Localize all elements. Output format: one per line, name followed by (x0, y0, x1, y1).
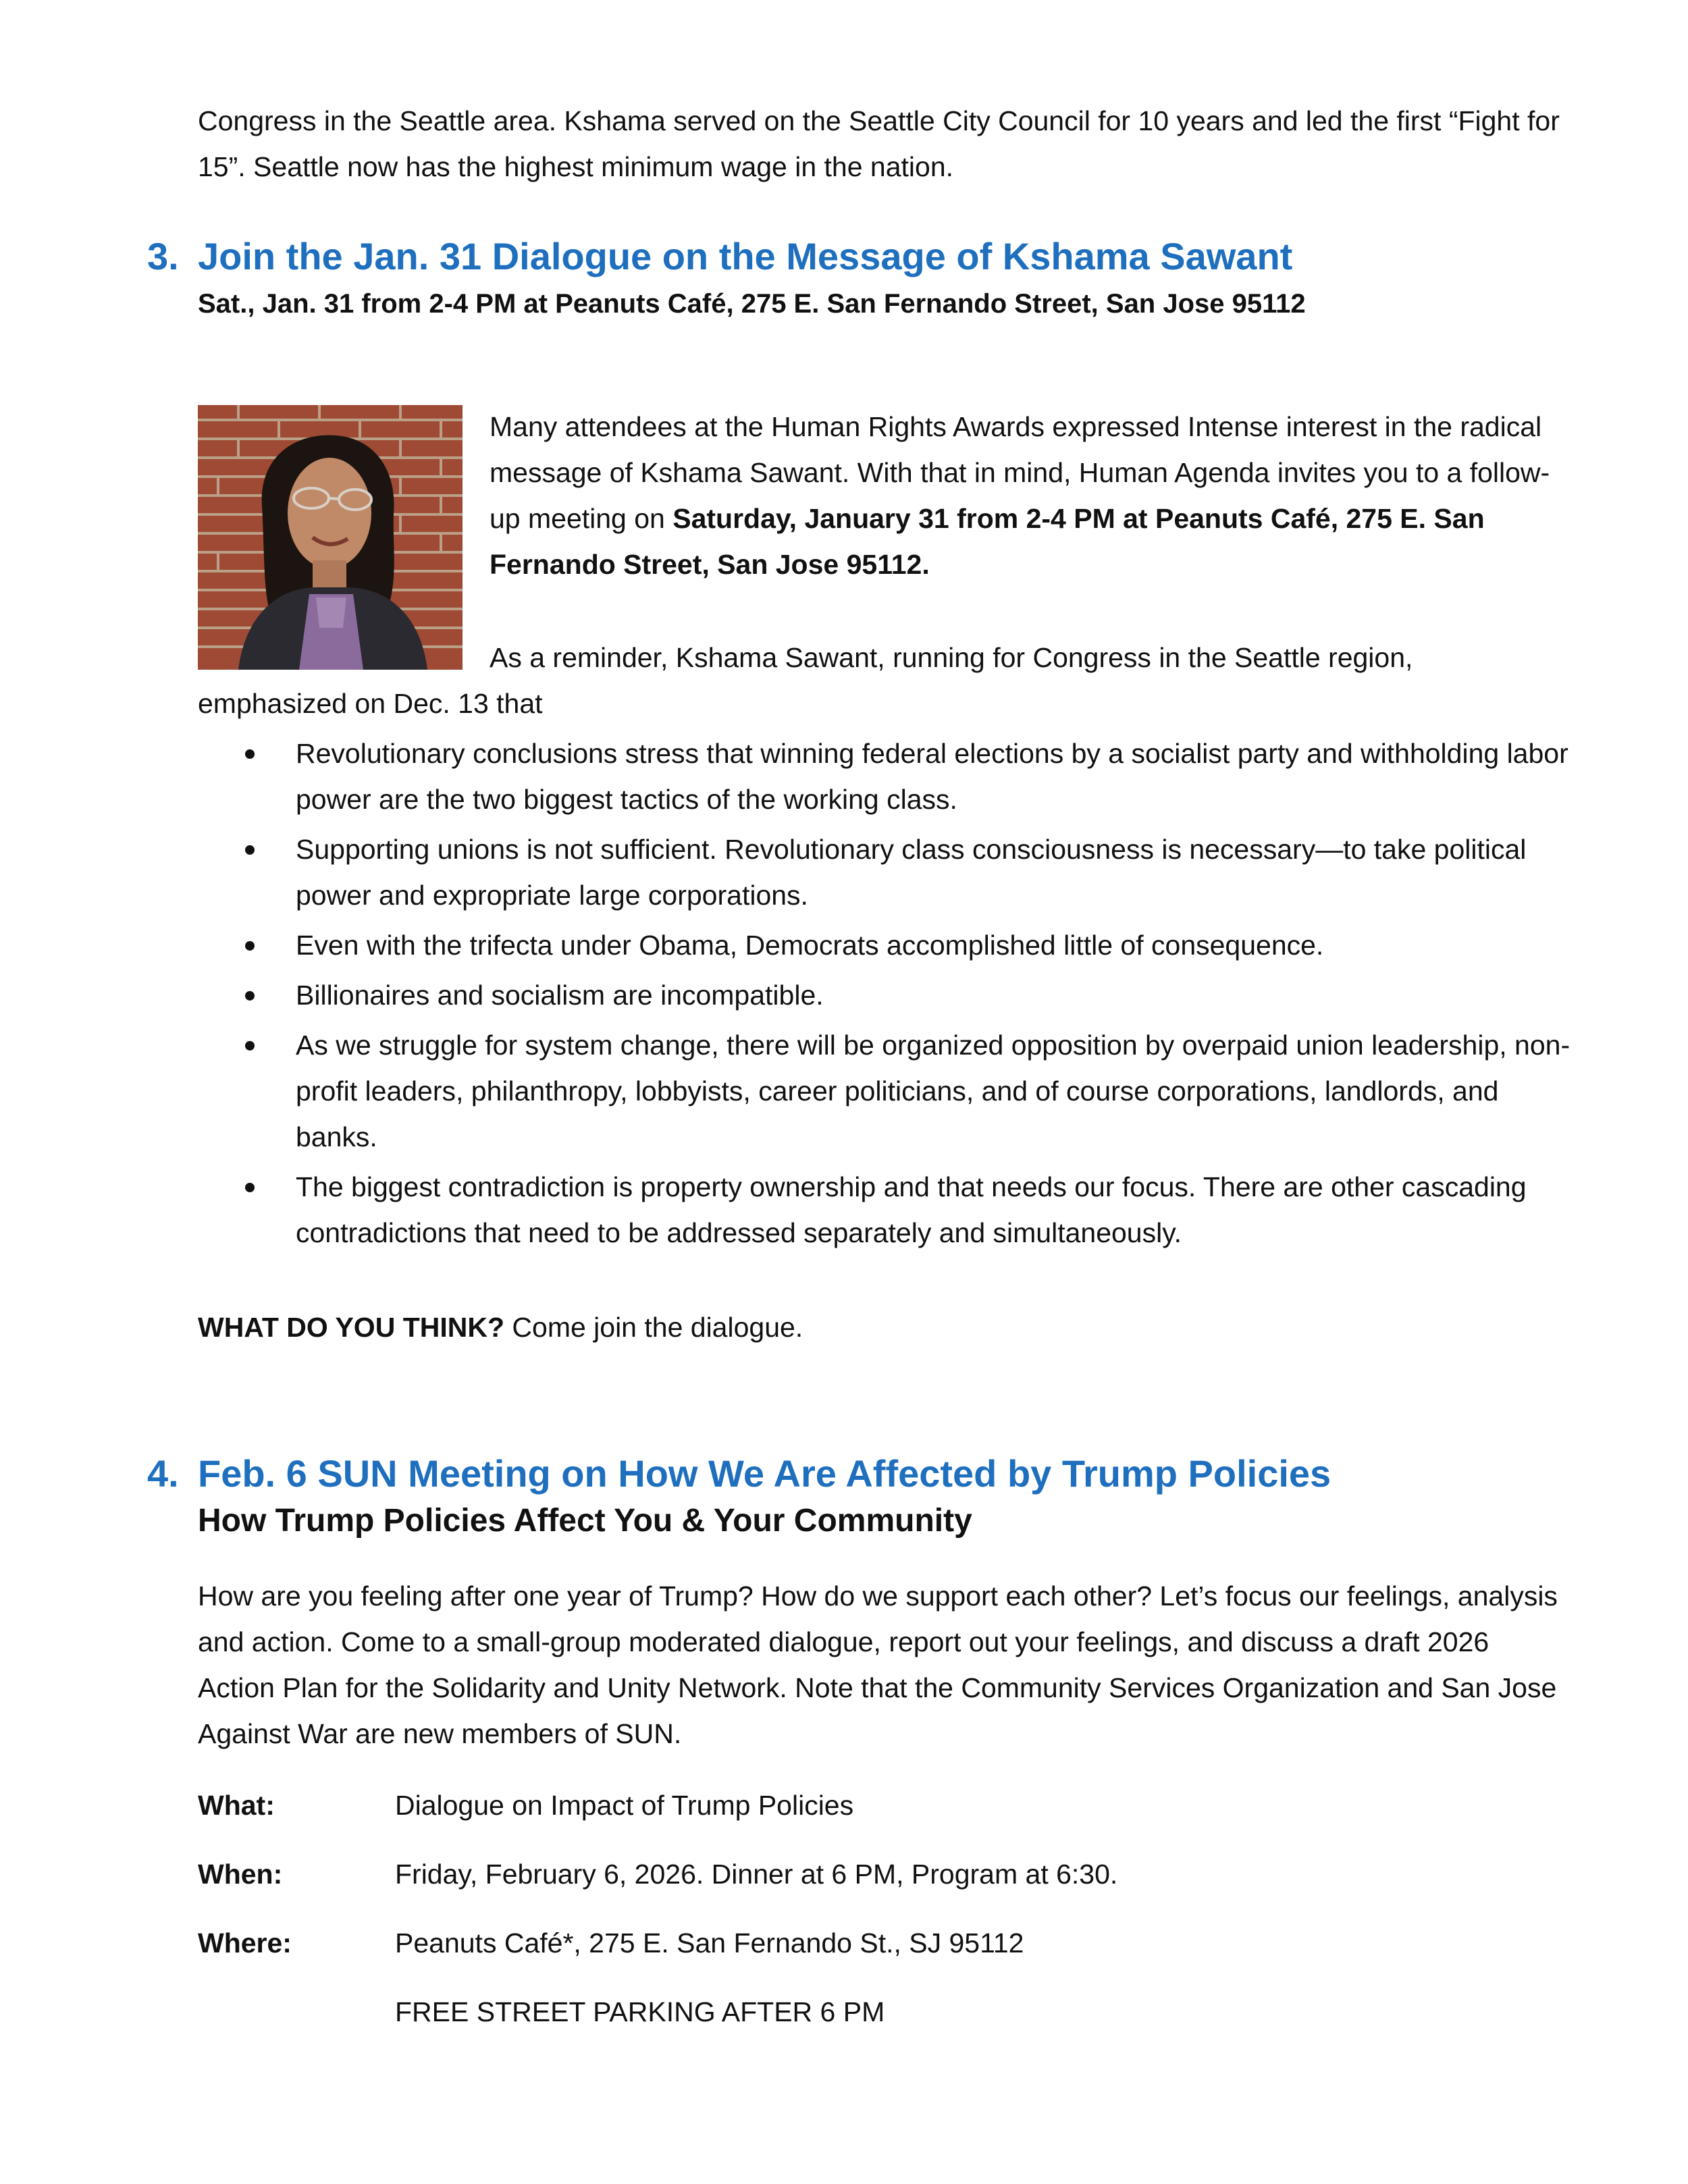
when-value: Friday, February 6, 2026. Dinner at 6 PM, Program at 6:30. (395, 1859, 1118, 1890)
intro-paragraph: Congress in the Seattle area. Kshama served on the Seattle City Council for 10 years and led the first “Fight for 15”. Seattle now has the highest minimum wage in the nation. (198, 105, 1560, 182)
section-4-heading (147, 1450, 1331, 1497)
invitation-event-details: Saturday, January 31 from 2-4 PM at Peanuts Café, 275 E. San Fernando Street, San Jose 95112. (490, 503, 1485, 580)
list-item (198, 922, 1582, 968)
sawant-points-list (198, 730, 1582, 1260)
list-item (198, 1022, 1582, 1160)
what-value: Dialogue on Impact of Trump Policies (395, 1790, 854, 1821)
reminder-text-line-2: emphasized on Dec. 13 that (198, 688, 543, 719)
bullet-icon (245, 845, 255, 855)
what-label: What: (198, 1790, 275, 1821)
when-label: When: (198, 1859, 283, 1890)
call-to-action (198, 1304, 803, 1350)
list-item-text: The biggest contradiction is property ownership and that needs our focus. There are other cascading contradictions that need to be addressed separately and simultaneously. (296, 1171, 1527, 1248)
list-item-text: As we struggle for system change, there will be organized opposition by overpaid union leadership, non-profit leaders, philanthropy, lobbyists, career politicians, and of course corporations, landlords, and banks. (296, 1030, 1571, 1152)
kshama-sawant-photo (198, 405, 463, 670)
call-to-action-text: Come join the dialogue. (504, 1312, 803, 1343)
section-3-title: Join the Jan. 31 Dialogue on the Message of Kshama Sawant (198, 235, 1293, 277)
section-4-subtitle: How Trump Policies Affect You & Your Community (198, 1503, 972, 1539)
list-item (198, 972, 1582, 1018)
bullet-icon (245, 941, 255, 951)
list-item (198, 730, 1582, 822)
section-4-number: 4. (147, 1452, 179, 1495)
bullet-icon (245, 991, 255, 1001)
bullet-icon (245, 1183, 255, 1192)
list-item-text: Supporting unions is not sufficient. Revolutionary class consciousness is necessary—to take political power and expropriate large corporations. (296, 834, 1527, 911)
bullet-icon (245, 1041, 255, 1050)
call-to-action-question: WHAT DO YOU THINK? (198, 1312, 505, 1343)
where-label: Where: (198, 1927, 292, 1959)
list-item (198, 1164, 1582, 1256)
list-item-text: Billionaires and socialism are incompatible. (296, 980, 824, 1011)
invitation-text: Many attendees at the Human Rights Awards expressed Intense interest in the radical message of Kshama Sawant. With that in mind, Human Agenda invites you to a follow-up meeting on (490, 411, 1550, 534)
parking-note: FREE STREET PARKING AFTER 6 PM (395, 1996, 885, 2027)
bullet-icon (245, 749, 255, 759)
reminder-text-line-1: As a reminder, Kshama Sawant, running for Congress in the Seattle region, (490, 642, 1413, 673)
section-4-title: Feb. 6 SUN Meeting on How We Are Affected by Trump Policies (198, 1452, 1331, 1495)
section-3-invitation-paragraph (490, 404, 1570, 587)
list-item (198, 826, 1582, 918)
section-3-heading (147, 233, 1292, 280)
section-4-paragraph: How are you feeling after one year of Trump? How do we support each other? Let’s focus our feelings, analysis and action. Come to a small-group moderated dialogue, report out your feelings, and discuss a draft 2026 Action Plan for the Solidarity and Unity Network. Note that the Community Services Organization and San Jose Against War are new members of SUN. (198, 1580, 1558, 1749)
list-item-text: Revolutionary conclusions stress that winning federal elections by a socialist party and withholding labor power are the two biggest tactics of the working class. (296, 738, 1568, 815)
section-3-subtitle: Sat., Jan. 31 from 2-4 PM at Peanuts Café, 275 E. San Fernando Street, San Jose 95112 (198, 289, 1306, 319)
where-value: Peanuts Café*, 275 E. San Fernando St., SJ 95112 (395, 1927, 1024, 1959)
list-item-text: Even with the trifecta under Obama, Democrats accomplished little of consequence. (296, 930, 1324, 961)
section-3-number: 3. (147, 235, 179, 277)
